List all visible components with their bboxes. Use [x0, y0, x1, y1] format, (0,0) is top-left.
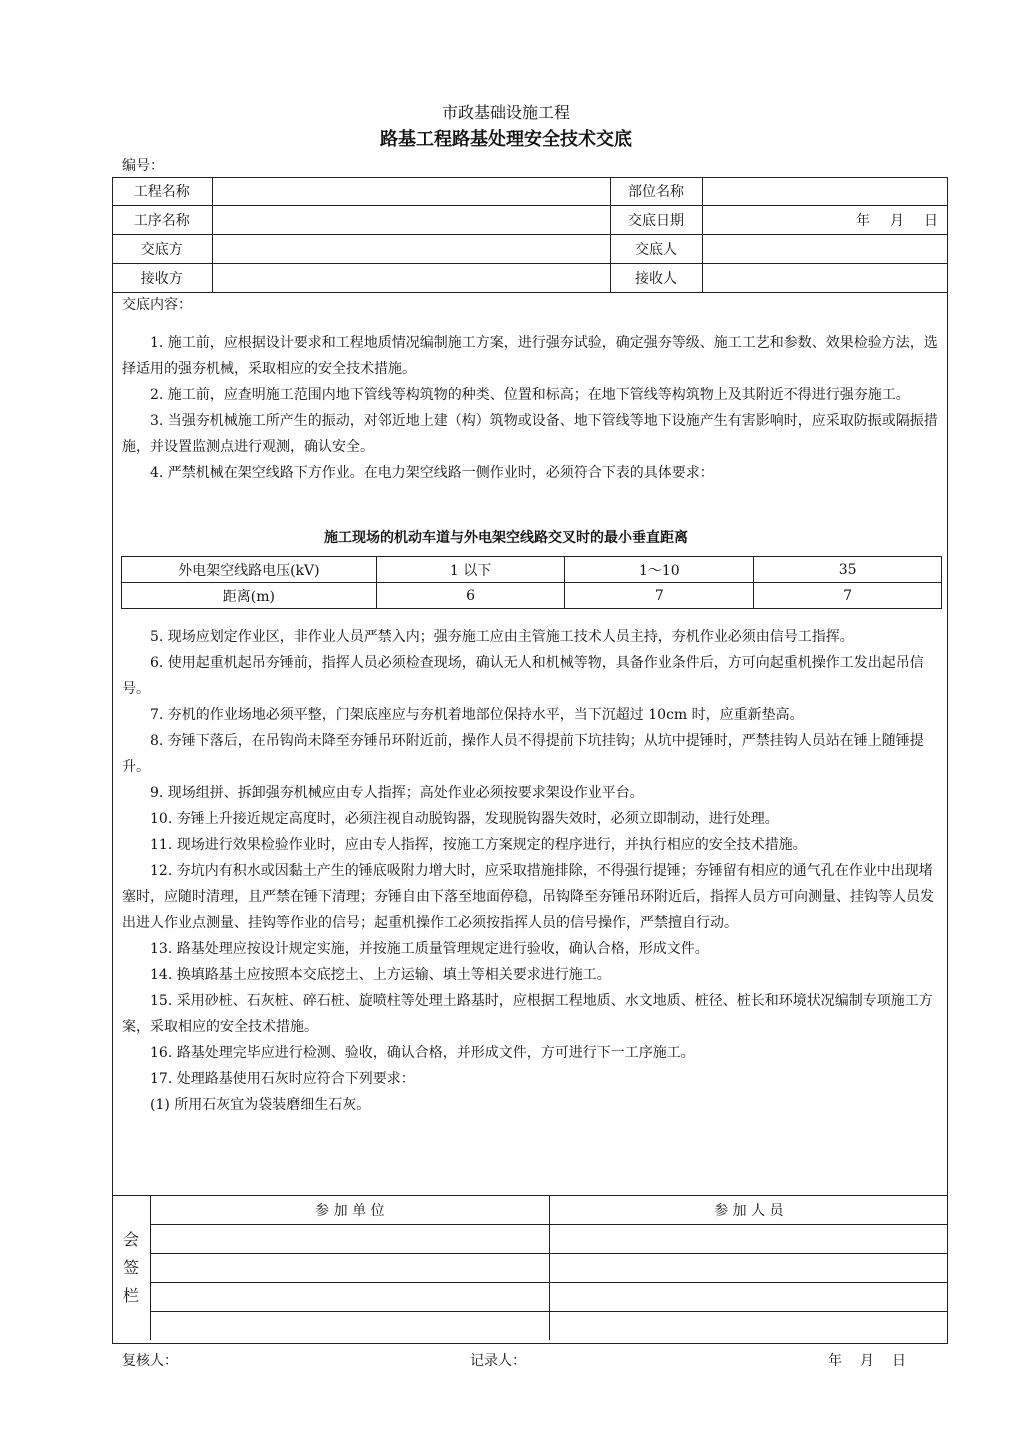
- recorder-label: 记录人：: [470, 1353, 526, 1369]
- document-subtitle: 市政基础设施工程: [441, 103, 570, 122]
- info-row: [112, 235, 948, 264]
- briefing-party-label: 交底方: [112, 235, 212, 264]
- content-label: 交底内容：: [122, 297, 192, 313]
- paragraph: 12. 夯坑内有积水或因黏土产生的锤底吸附力增大时，应采取措施排除，不得强行提锤；夯锤留有相应的通气孔在作业中出现堵塞时，应随时清理，且严禁在锤下清理；夯锤自由下落至地面停稳，吊钩降至夯锤吊环附近后，指挥人员方可向测量、挂钩等人员发出进人作业点测量、挂钩等作业的信号；起重机操作工必须按指挥人员的信号操作，严禁擅自行动。: [122, 863, 934, 931]
- info-row: [112, 177, 948, 206]
- table-cell: 7: [754, 583, 942, 609]
- people-cell[interactable]: [549, 1254, 948, 1283]
- date-day: 日: [924, 213, 938, 229]
- receiver-value[interactable]: [702, 264, 948, 293]
- briefing-person-label: 交底人: [610, 235, 702, 264]
- side-char: 会: [122, 1230, 139, 1249]
- briefing-person-value[interactable]: [702, 235, 948, 264]
- table-row: [112, 1283, 948, 1312]
- serial-number-label: 编号：: [122, 158, 164, 174]
- table-cell: 6: [376, 583, 565, 609]
- table-row: [112, 1225, 948, 1254]
- paragraph: (1) 所用石灰宜为袋装磨细生石灰。: [150, 1097, 371, 1113]
- paragraph: 3. 当强夯机械施工所产生的振动，对邻近地上建（构）筑物或设备、地下管线等地下设施产生有害影响时，应采取防振或隔振措施，并设置监测点进行观测，确认安全。: [122, 413, 938, 455]
- table-cell: 1 以下: [376, 557, 565, 583]
- content-section-a: [122, 330, 942, 486]
- receiving-party-label: 接收方: [112, 264, 212, 293]
- project-name-label: 工程名称: [112, 177, 212, 206]
- people-cell[interactable]: [549, 1312, 948, 1341]
- paragraph: 5. 现场应划定作业区，非作业人员严禁入内；强夯施工应由主管施工技术人员主持，夯机作业必须由信号工指挥。: [150, 629, 854, 645]
- table-cell: 外电架空线路电压(kV): [122, 557, 377, 583]
- table-row: [122, 557, 942, 583]
- info-row: [112, 264, 948, 293]
- signoff-side-label: [112, 1196, 150, 1341]
- table-cell: 35: [754, 557, 942, 583]
- people-column-header: 参 加 人 员: [549, 1196, 948, 1225]
- receiving-party-value[interactable]: [212, 264, 610, 293]
- paragraph: 9. 现场组拼、拆卸强夯机械应由专人指挥；高处作业必须按要求架设作业平台。: [150, 785, 644, 801]
- table-row: [122, 583, 942, 609]
- paragraph: 15. 采用砂桩、石灰桩、碎石桩、旋喷柱等处理土路基时，应根据工程地质、水文地质、桩径、桩长和环境状况编制专项施工方案，采取相应的安全技术措施。: [122, 993, 933, 1035]
- footer-day: 日: [892, 1353, 906, 1369]
- paragraph: 10. 夯锤上升接近规定高度时，必须注视自动脱钩器，发现脱钩器失效时，必须立即制动，进行处理。: [150, 811, 779, 827]
- unit-cell[interactable]: [150, 1312, 549, 1341]
- process-name-value[interactable]: [212, 206, 610, 235]
- distance-table: [121, 556, 942, 609]
- info-row: [112, 206, 948, 235]
- table-cell: 1～10: [565, 557, 754, 583]
- location-name-label: 部位名称: [610, 177, 702, 206]
- location-name-value[interactable]: [702, 177, 948, 206]
- side-char: 签: [122, 1258, 139, 1277]
- paragraph: 2. 施工前，应查明施工范围内地下管线等构筑物的种类、位置和标高；在地下管线等构筑物上及其附近不得进行强夯施工。: [150, 387, 910, 403]
- briefing-party-value[interactable]: [212, 235, 610, 264]
- unit-column-header: 参 加 单 位: [150, 1196, 549, 1225]
- table-cell: 7: [565, 583, 754, 609]
- footer-month: 月: [860, 1353, 874, 1369]
- project-name-value[interactable]: [212, 177, 610, 206]
- info-table: [112, 177, 948, 293]
- signoff-table: [112, 1195, 948, 1340]
- date-year: 年: [856, 213, 870, 229]
- date-month: 月: [890, 213, 904, 229]
- people-cell[interactable]: [549, 1283, 948, 1312]
- distance-table-title: 施工现场的机动车道与外电架空线路交叉时的最小垂直距离: [324, 530, 688, 546]
- paragraph: 14. 换填路基土应按照本交底挖土、上方运输、填土等相关要求进行施工。: [150, 967, 611, 983]
- unit-cell[interactable]: [150, 1225, 549, 1254]
- process-name-label: 工序名称: [112, 206, 212, 235]
- paragraph: 13. 路基处理应按设计规定实施，并按施工质量管理规定进行验收，确认合格，形成文件。: [150, 941, 709, 957]
- paragraph: 8. 夯锤下落后，在吊钩尚未降至夯锤吊环附近前，操作人员不得提前下坑挂钩；从坑中提锤时，严禁挂钩人员站在锤上随锤提升。: [122, 733, 924, 775]
- paragraph: 17. 处理路基使用石灰时应符合下列要求：: [150, 1071, 415, 1087]
- table-row: [112, 1196, 948, 1225]
- paragraph: 6. 使用起重机起吊夯锤前，指挥人员必须检查现场，确认无人和机械等物，具备作业条件后，方可向起重机操作工发出起吊信号。: [122, 655, 924, 697]
- table-row: [112, 1312, 948, 1341]
- table-row: [112, 1254, 948, 1283]
- document-title: 路基工程路基处理安全技术交底: [380, 129, 632, 150]
- paragraph: 7. 夯机的作业场地必须平整，门架底座应与夯机着地部位保持水平，当下沉超过 10cm 时，应重新垫高。: [150, 707, 804, 723]
- paragraph: 16. 路基处理完毕应进行检测、验收，确认合格，并形成文件，方可进行下一工序施工。: [150, 1045, 695, 1061]
- footer-date: [828, 1350, 906, 1370]
- briefing-date-label: 交底日期: [610, 206, 702, 235]
- unit-cell[interactable]: [150, 1254, 549, 1283]
- content-section-b: [122, 624, 942, 1118]
- paragraph: 11. 现场进行效果检验作业时，应由专人指挥，按施工方案规定的程序进行，并执行相应的安全技术措施。: [150, 837, 807, 853]
- footer-year: 年: [828, 1353, 842, 1369]
- side-char: 栏: [122, 1286, 139, 1305]
- table-cell: 距离(m): [122, 583, 377, 609]
- briefing-date-value[interactable]: [702, 206, 948, 235]
- receiver-label: 接收人: [610, 264, 702, 293]
- paragraph: 4. 严禁机械在架空线路下方作业。在电力架空线路一侧作业时，必须符合下表的具体要求：: [150, 465, 714, 481]
- people-cell[interactable]: [549, 1225, 948, 1254]
- paragraph: 1. 施工前，应根据设计要求和工程地质情况编制施工方案，进行强夯试验，确定强夯等级、施工工艺和参数、效果检验方法，选择适用的强夯机械，采取相应的安全技术措施。: [122, 335, 938, 377]
- unit-cell[interactable]: [150, 1283, 549, 1312]
- reviewer-label: 复核人：: [122, 1353, 178, 1369]
